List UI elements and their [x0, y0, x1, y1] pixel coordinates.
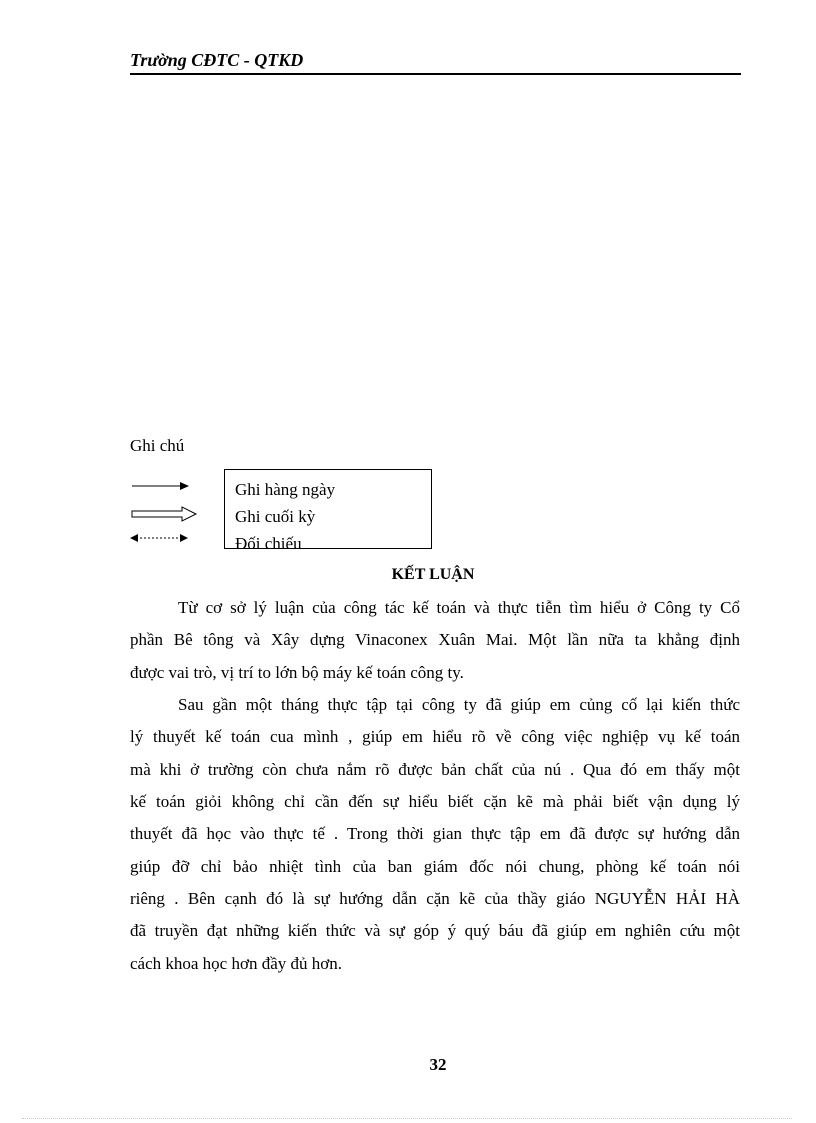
- legend-item-period-end: Ghi cuối kỳ: [235, 507, 316, 526]
- paragraph-line: giúp đỡ chỉ bảo nhiệt tình của ban giám đốc nói chung, phòng kế toán nói: [130, 857, 740, 876]
- paragraph-line: thuyết đã học vào thực tế . Trong thời gian thực tập em đã được sự hướng dẫn: [130, 824, 740, 843]
- legend-arrows: [130, 476, 200, 546]
- paragraph-line: đã truyền đạt những kiến thức và sự góp ý quý báu đã giúp em nghiên cứu một: [130, 921, 740, 940]
- paragraph-line: cách khoa học hơn đầy đủ hơn.: [130, 954, 343, 973]
- paragraph-line: kế toán giỏi không chỉ cần đến sự hiểu biết cặn kẽ mà phải biết vận dụng lý: [130, 792, 740, 811]
- paragraph-line: phần Bê tông và Xây dựng Vinaconex Xuân Mai. Một lần nữa ta khẳng định: [130, 630, 740, 649]
- hollow-arrow-icon: [132, 507, 196, 521]
- paragraph-line: lý thuyết kế toán cua mình , giúp em hiểu rõ về công việc nghiệp vụ kế toán: [130, 727, 740, 746]
- solid-arrow-icon: [132, 482, 189, 490]
- legend-box: [224, 469, 432, 549]
- page-bottom-border: [22, 1118, 792, 1119]
- dotted-double-arrow-icon: [130, 534, 188, 542]
- header-rule: [130, 73, 741, 75]
- legend-item-daily: Ghi hàng ngày: [235, 480, 336, 499]
- legend-heading: Ghi chú: [130, 436, 185, 455]
- header-title: Trường CĐTC - QTKD: [130, 50, 304, 70]
- paragraph-line: được vai trò, vị trí to lớn bộ máy kế toán công ty.: [130, 663, 464, 682]
- paragraph-line: Sau gần một tháng thực tập tại công ty đã giúp em củng cố lại kiến thức: [178, 695, 740, 714]
- paragraph-line: Từ cơ sở lý luận của công tác kế toán và thực tiễn tìm hiểu ở Công ty Cổ: [178, 598, 740, 617]
- page-number: 32: [429, 1055, 447, 1074]
- paragraph-line: mà khi ở trường còn chưa nắm rõ được bản chất của nú . Qua đó em thấy một: [130, 760, 740, 779]
- paragraph-line: riêng . Bên cạnh đó là sự hướng dẫn cặn kẽ của thầy giáo NGUYỄN HẢI HÀ: [130, 889, 740, 908]
- conclusion-title: KẾT LUẬN: [391, 566, 475, 583]
- legend-item-reconcile: Đối chiếu: [235, 534, 302, 549]
